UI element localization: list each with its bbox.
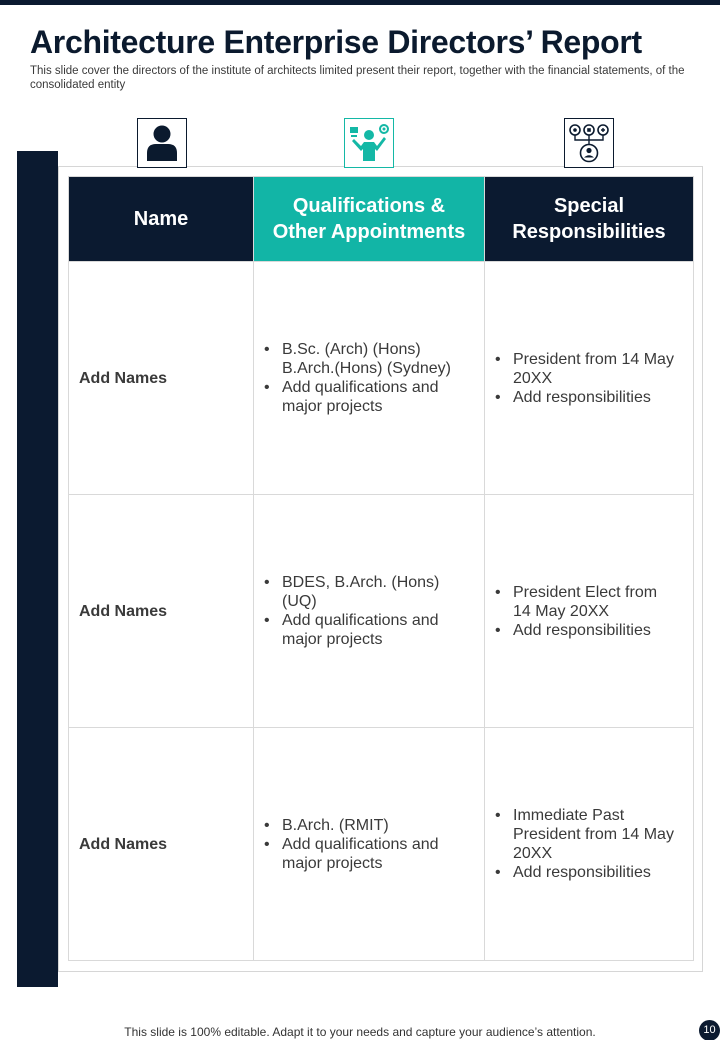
achiever-icon: [348, 123, 390, 163]
side-accent-bar: [17, 151, 58, 987]
responsibilities-list: [485, 806, 693, 882]
list-item: • President from 14 May 20XX: [495, 350, 675, 388]
list-item: • Add responsibilities: [495, 863, 675, 882]
person-icon: [145, 124, 179, 162]
list-item: • B.Arch. (RMIT): [264, 816, 466, 835]
table-row: [69, 495, 694, 728]
list-item: • Immediate Past President from 14 May 20XX: [495, 806, 675, 863]
list-item: • BDES, B.Arch. (Hons) (UQ): [264, 573, 466, 611]
responsibilities-cell: [485, 262, 694, 495]
responsibilities-list: [485, 583, 693, 640]
director-name: Add Names: [69, 495, 254, 728]
slide-subtitle: This slide cover the directors of the institute of architects limited present their report, together with the financial statements, of the consolidated entity: [30, 65, 685, 91]
list-item: • Add qualifications and major projects: [264, 378, 466, 416]
directors-table: [68, 176, 694, 961]
list-item: • Add responsibilities: [495, 388, 675, 407]
person-icon-box: [137, 118, 187, 168]
qualifications-cell: [254, 262, 485, 495]
list-item: • President Elect from 14 May 20XX: [495, 583, 675, 621]
org-chart-icon: [567, 122, 611, 164]
list-item: • B.Sc. (Arch) (Hons) B.Arch.(Hons) (Sydney): [264, 340, 466, 378]
page-number-badge: 10: [699, 1020, 720, 1040]
list-item: • Add qualifications and major projects: [264, 835, 466, 873]
list-item: • Add qualifications and major projects: [264, 611, 466, 649]
table-row: [69, 262, 694, 495]
responsibilities-cell: [485, 728, 694, 961]
director-name: Add Names: [69, 262, 254, 495]
table-row: [69, 728, 694, 961]
qualifications-list: [254, 340, 484, 416]
header-responsibilities: Special Responsibilities: [485, 177, 694, 262]
qualifications-list: [254, 816, 484, 873]
qualifications-cell: [254, 495, 485, 728]
org-chart-icon-box: [564, 118, 614, 168]
header-name: Name: [69, 177, 254, 262]
responsibilities-list: [485, 350, 693, 407]
table-header-row: [69, 177, 694, 262]
responsibilities-cell: [485, 495, 694, 728]
qualifications-cell: [254, 728, 485, 961]
director-name: Add Names: [69, 728, 254, 961]
list-item: • Add responsibilities: [495, 621, 675, 640]
qualifications-list: [254, 573, 484, 649]
header-qualifications: Qualifications & Other Appointments: [254, 177, 485, 262]
footer-note: This slide is 100% editable. Adapt it to your needs and capture your audience’s attention.: [124, 1025, 596, 1039]
top-accent-bar: [0, 0, 720, 5]
slide-title: Architecture Enterprise Directors’ Report: [30, 24, 642, 60]
achiever-icon-box: [344, 118, 394, 168]
